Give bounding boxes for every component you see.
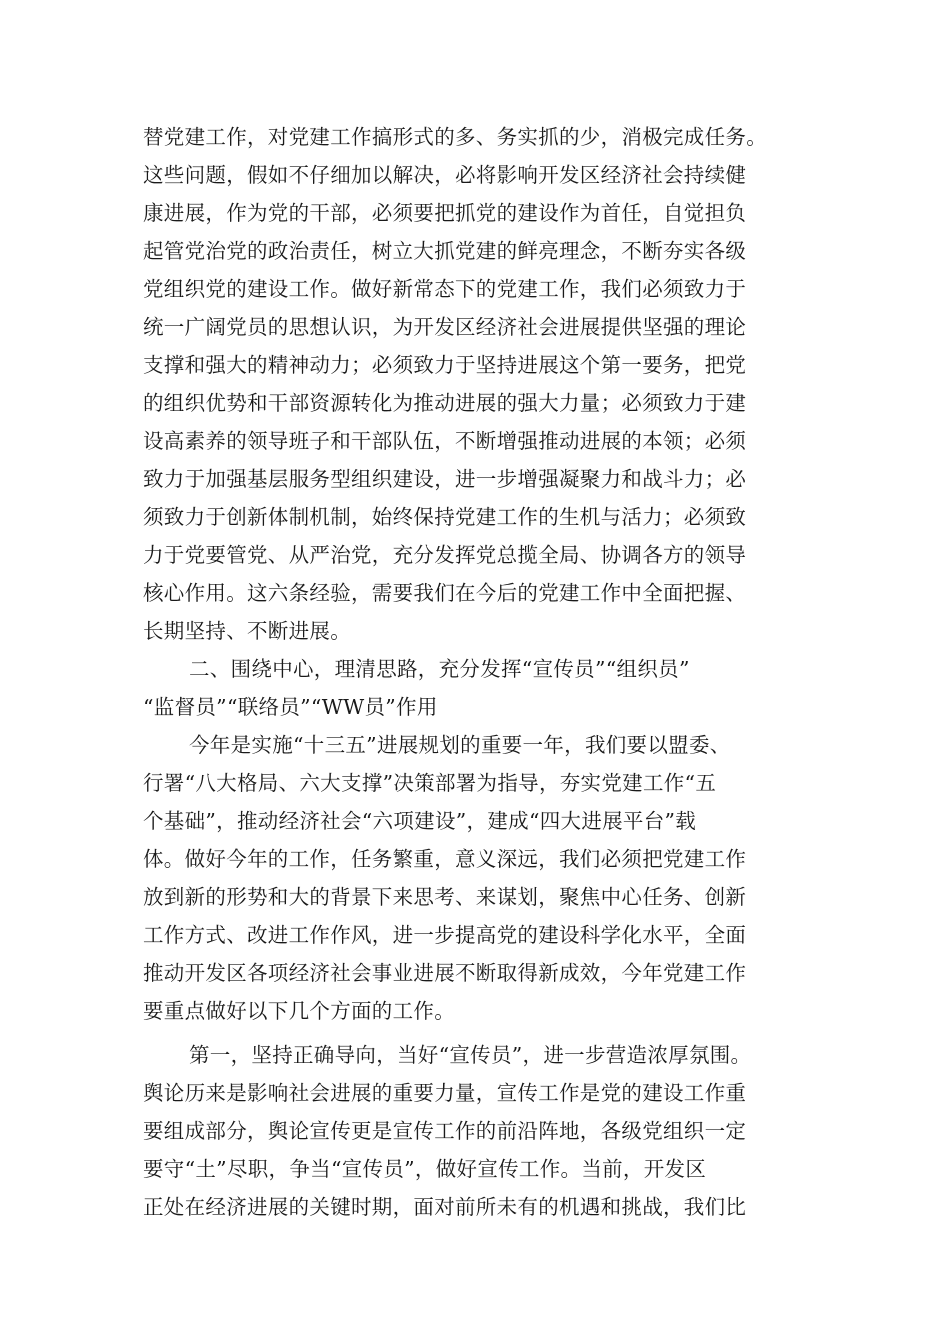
text-line: 党组织党的建设工作。做好新常态下的党建工作，我们必须致力于 [143, 277, 747, 301]
text-line: 统一广阔党员的思想认识，为开发区经济社会进展提供坚强的理论 [143, 315, 747, 339]
text-line: 个基础”，推动经济社会“六项建设”，建成“四大进展平台”载 [143, 809, 697, 833]
text-line: 设高素养的领导班子和干部队伍，不断增强推动进展的本领；必须 [143, 429, 747, 453]
text-line: 须致力于创新体制机制，始终保持党建工作的生机与活力；必须致 [143, 505, 747, 529]
text-line: 要组成部分，舆论宣传更是宣传工作的前沿阵地，各级党组织一定 [143, 1119, 747, 1143]
text-line: 这些问题，假如不仔细加以解决，必将影响开发区经济社会持续健 [143, 163, 747, 187]
text-line: 第一，坚持正确导向，当好“宣传员”，进一步营造浓厚氛围。 [189, 1043, 752, 1067]
text-line: 舆论历来是影响社会进展的重要力量，宣传工作是党的建设工作重 [143, 1081, 747, 1105]
text-line: “监督员”“联络员”“WW员”作用 [143, 695, 438, 719]
text-line: 起管党治党的政治责任，树立大抓党建的鲜亮理念，不断夯实各级 [143, 239, 747, 263]
text-line: 力于党要管党、从严治党，充分发挥党总揽全局、协调各方的领导 [143, 543, 747, 567]
text-line: 长期坚持、不断进展。 [143, 619, 351, 643]
text-line: 工作方式、改进工作作风，进一步提高党的建设科学化水平，全面 [143, 923, 747, 947]
text-line: 致力于加强基层服务型组织建设，进一步增强凝聚力和战斗力；必 [143, 467, 747, 491]
text-line: 行署“八大格局、六大支撑”决策部署为指导，夯实党建工作“五 [143, 771, 717, 795]
text-line: 的组织优势和干部资源转化为推动进展的强大力量；必须致力于建 [143, 391, 747, 415]
text-line: 放到新的形势和大的背景下来思考、来谋划，聚焦中心任务、创新 [143, 885, 747, 909]
text-line: 体。做好今年的工作，任务繁重，意义深远，我们必须把党建工作 [143, 847, 747, 871]
text-line: 核心作用。这六条经验，需要我们在今后的党建工作中全面把握、 [143, 581, 747, 605]
text-line: 康进展，作为党的干部，必须要把抓党的建设作为首任，自觉担负 [143, 201, 747, 225]
text-line: 支撑和强大的精神动力；必须致力于坚持进展这个第一要务，把党 [143, 353, 747, 377]
text-line: 今年是实施“十三五”进展规划的重要一年，我们要以盟委、 [189, 733, 731, 757]
text-line: 正处在经济进展的关键时期，面对前所未有的机遇和挑战，我们比 [143, 1195, 747, 1219]
document-page [143, 118, 833, 1226]
text-line: 推动开发区各项经济社会事业进展不断取得新成效，今年党建工作 [143, 961, 747, 985]
text-line: 二、围绕中心，理清思路，充分发挥“宣传员”“组织员” [189, 657, 690, 681]
text-line: 要重点做好以下几个方面的工作。 [143, 999, 455, 1023]
text-line: 替党建工作，对党建工作搞形式的多、务实抓的少，消极完成任务。 [143, 125, 767, 149]
text-line: 要守“土”尽职，争当“宣传员”，做好宣传工作。当前，开发区 [143, 1157, 707, 1181]
